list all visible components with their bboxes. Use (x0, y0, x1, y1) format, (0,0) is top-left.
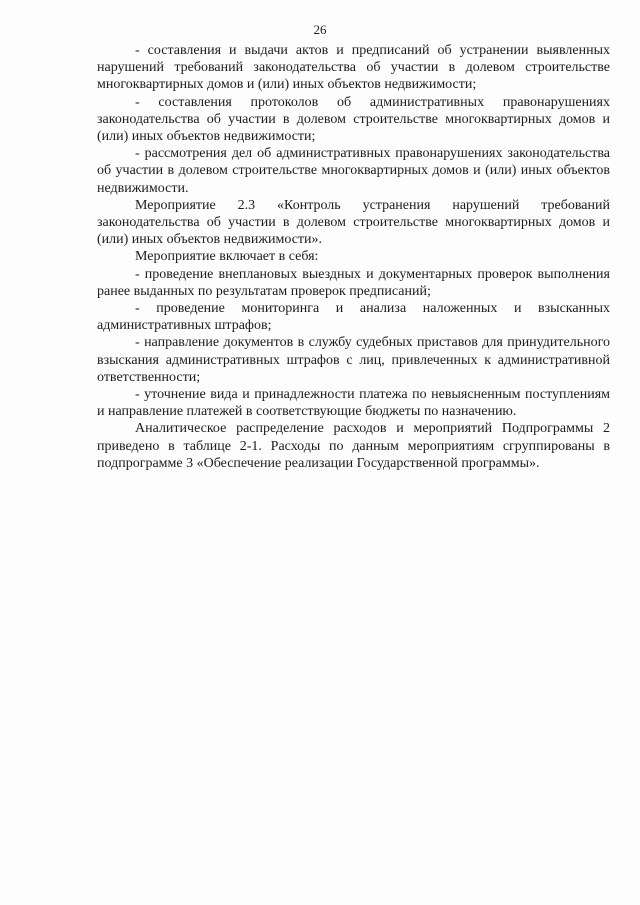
paragraph-offense-cases: - рассмотрения дел об административных правонарушениях законодательства об участии в долевом строительстве многоквартирных домов и (или) иных объектов недвижимости. (97, 146, 610, 196)
paragraph-measure-2-3: Мероприятие 2.3 «Контроль устранения нарушений требований законодательства об участии в долевом строительстве многоквартирных домов и (или) иных объектов недвижимости». (97, 197, 610, 248)
page-number: 26 (313, 22, 327, 37)
paragraph-acts-and-orders: - составления и выдачи актов и предписаний об устранении выявленных нарушений требований законодательства об участии в долевом строительстве многоквартирных домов и (или) иных объектов недвижимости; (97, 43, 610, 93)
paragraph-bailiff-referral: - направление документов в службу судебных приставов для принудительного взыскания административных штрафов с лиц, привлеченных к административной ответственности; (97, 335, 610, 385)
paragraph-fines-monitoring: - проведение мониторинга и анализа наложенных и взысканных административных штрафов; (97, 301, 610, 334)
paragraph-cost-distribution: Аналитическое распределение расходов и мероприятий Подпрограммы 2 приведено в таблице 2-1. Расходы по данным мероприятиям сгруппированы в подпрограмме 3 «Обеспечение реализации Государственной программы». (97, 421, 610, 471)
paragraph-inspections: - проведение внеплановых выездных и документарных проверок выполнения ранее выданных по результатам проверок предписаний; (97, 266, 610, 299)
body-text (97, 42, 610, 472)
paragraph-offense-protocols: - составления протоколов об административных правонарушениях законодательства об участии в долевом строительстве многоквартирных домов и (или) иных объектов недвижимости; (97, 94, 610, 145)
paragraph-payment-clarification: - уточнение вида и принадлежности платежа по невыясненным поступлениям и направление платежей в соответствующие бюджеты по назначению. (97, 387, 610, 420)
paragraph-measure-includes: Мероприятие включает в себя: (135, 249, 319, 265)
